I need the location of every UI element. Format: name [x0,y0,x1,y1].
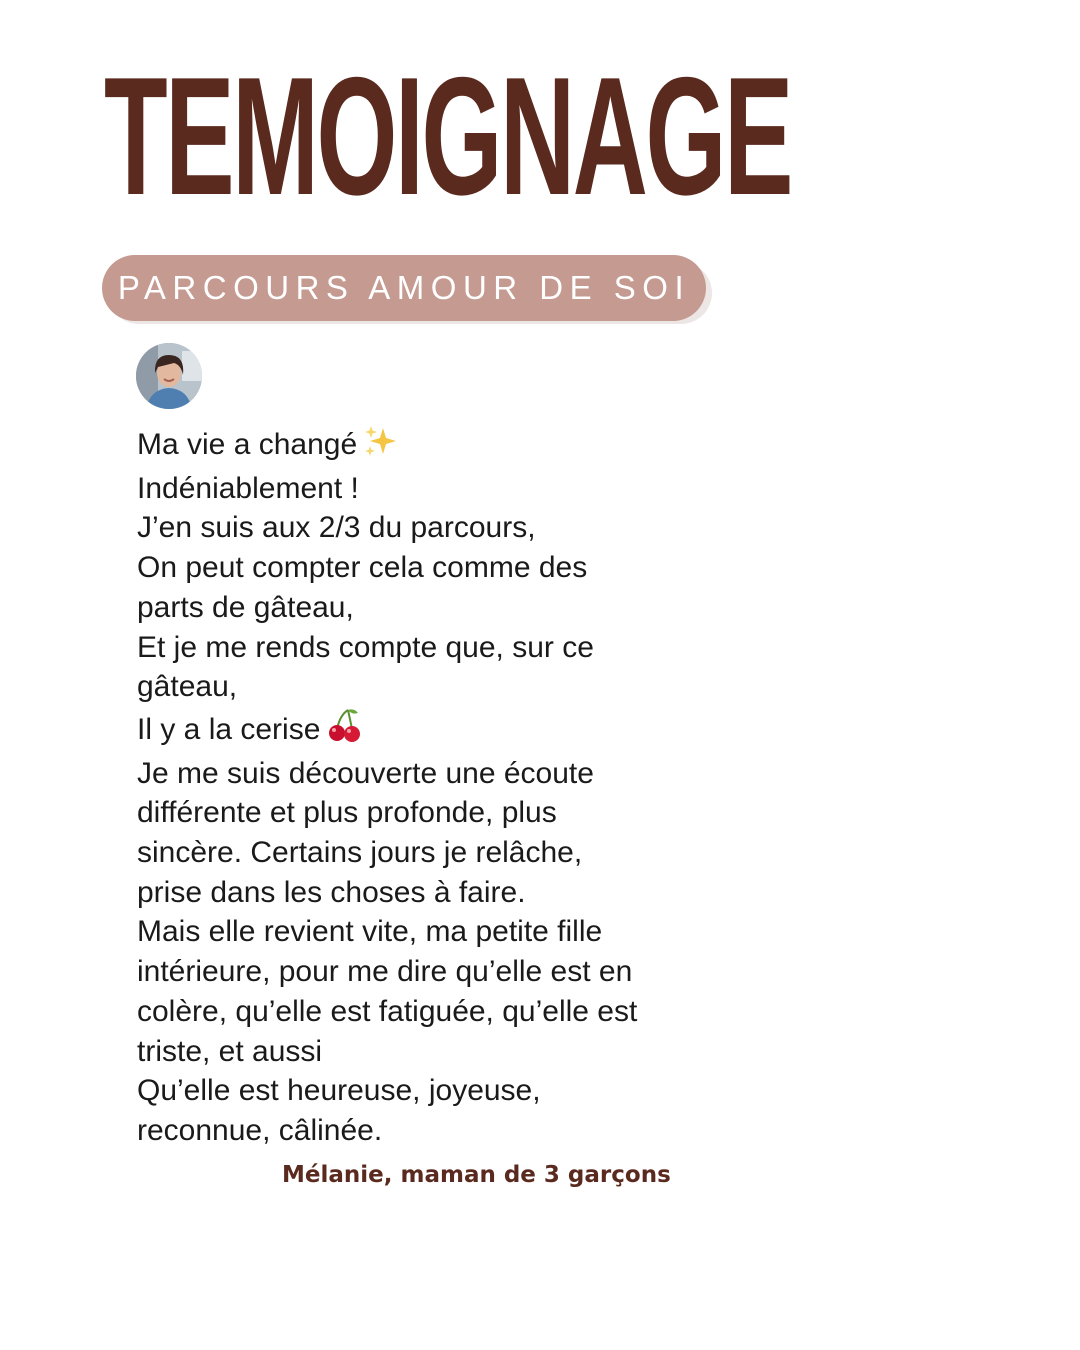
testimonial-line: Qu’elle est heureuse, joyeuse, [137,1074,541,1108]
testimonial-line: Et je me rends compte que, sur ce [137,630,594,664]
testimonial-line: sincère. Certains jours je relâche, [137,836,583,870]
testimonial-line: parts de gâteau, [137,590,354,624]
tag-pill [102,255,706,321]
testimonial-line: On peut compter cela comme des [137,551,588,585]
profile-photo-icon [136,343,202,409]
testimonial-line: J’en suis aux 2/3 du parcours, [137,511,536,545]
tag-label: PARCOURS AMOUR DE SOI [117,269,691,306]
testimonial-line: reconnue, câlinée. [137,1113,383,1147]
sparkles-icon [363,424,397,469]
testimonial-line: Ma vie a changé [137,424,737,469]
signature: Mélanie, maman de 3 garçons [282,1162,671,1188]
testimonial-line: prise dans les choses à faire. [137,875,526,909]
testimonial-line: Il y a la cerise [137,707,737,754]
testimonial-line: Je me suis découverte une écoute [137,756,594,790]
avatar [136,343,202,409]
testimonial-line: différente et plus profonde, plus [137,796,557,830]
testimonial-line: colère, qu’elle est fatiguée, qu’elle est [137,994,638,1028]
testimonial-line: triste, et aussi [137,1034,323,1068]
testimonial-line: intérieure, pour me dire qu’elle est en [137,955,633,989]
testimonial-line: Mais elle revient vite, ma petite fille [137,915,603,949]
cherries-icon [326,707,362,754]
testimonial-line: Indéniablement ! [137,471,359,505]
testimonial-line: gâteau, [137,670,238,704]
testimonial-text [137,424,737,1151]
page-title: TEMOIGNAGE [104,42,791,230]
